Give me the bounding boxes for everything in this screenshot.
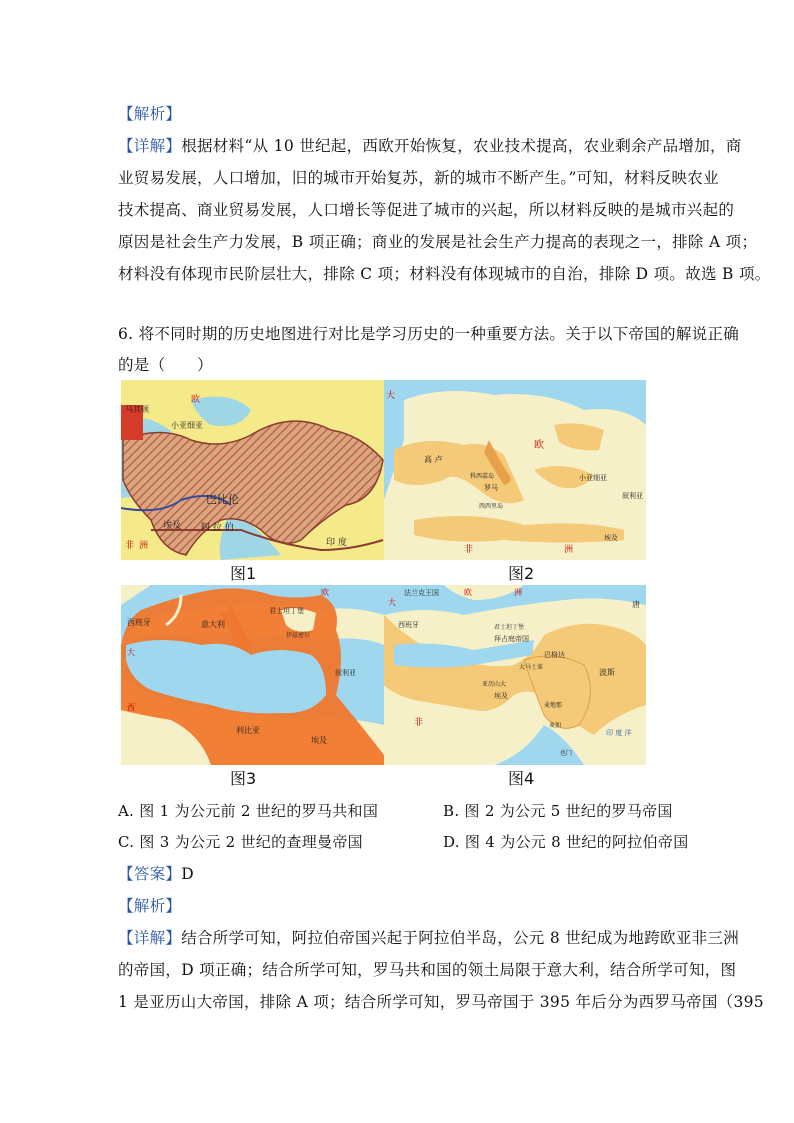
detail-line-2: 业贸易发展，人口增加，旧的城市开始复苏，新的城市不断产生。”可知，材料反映农业 [118,169,719,187]
map2-label-h: 叙利亚 [622,492,643,500]
map4-label-f: 拜占庭帝国 [494,635,529,643]
detail-tag-1: 【详解】 [118,137,182,155]
map4-label-o: 唐 [632,600,640,609]
map4-label-n: 也门 [560,750,573,757]
map3-label-e: 伊兹密尔 [286,632,311,639]
map4-label-m: 非 [414,718,424,728]
map4-label-i: 亚历山大 [482,681,507,688]
detail-line-1 [118,134,742,156]
map1-label-e: 阿 拉 伯 [201,523,234,533]
map3-label-f: 叙利亚 [335,669,356,677]
option-c: C. 图 3 为公元 2 世纪的查理曼帝国 [118,833,363,851]
option-b: B. 图 2 为公元 5 世纪的罗马帝国 [443,802,673,820]
question-line-1: 6. 将不同时期的历史地图进行对比是学习历史的一种重要方法。关于以下帝国的解说正确 [118,325,740,343]
map2-label-f: 西西里岛 [479,503,504,510]
map4-label-h: 大马士革 [519,664,544,671]
detail2-line-3: 1 是亚历山大帝国，排除 A 项；结合所学可知，罗马帝国于 395 年后分为西罗马帝国（395 [118,993,764,1011]
map4-label-p: 波斯 [599,668,615,677]
map4-label-l: 麦加 [549,722,562,729]
map1-label-h: 洲 [139,541,149,551]
map4-label-g: 巴格达 [544,651,565,659]
map1-label-f: 印 度 [326,538,347,548]
map3-label-b: 西班牙 [127,618,151,627]
map3-label-j: 西 [127,703,135,712]
map2-label-e: 罗马 [484,484,498,492]
answer-line [118,862,194,884]
map3-label-d: 君士坦丁堡 [269,607,304,615]
map4-label-j: 埃及 [494,692,508,700]
map1-label-d: 埃及 [163,521,182,531]
map-1-graphic [121,380,384,560]
detail-line-3: 技术提高、商业贸易发展，人口增长等促进了城市的兴起，所以材料反映的是城市兴起的 [118,201,735,219]
option-d: D. 图 4 为公元 8 世纪的阿拉伯帝国 [443,833,689,851]
answer-value: D [181,865,194,883]
map2-label-b: 欧 [534,440,544,451]
detail-tag-2: 【详解】 [118,929,182,947]
map-2-graphic [384,380,646,560]
map1-label-g: 非 [125,541,135,551]
map-3-caption: 图3 [230,769,257,788]
question-line-2: 的是（ ） [118,356,213,374]
map-4-caption: 图4 [508,769,535,788]
map3-label-i: 大 [127,648,135,657]
map-1 [121,380,384,560]
map4-label-d: 西班牙 [398,621,419,629]
map4-label-k: 麦地那 [544,702,563,709]
option-a: A. 图 1 为公元前 2 世纪的罗马共和国 [118,802,379,820]
map4-label-b: 欧 [464,588,472,597]
map2-label-g: 小亚细亚 [579,474,607,482]
detail-line-5: 材料没有体现市民阶层壮大，排除 C 项；材料没有体现城市的自治，排除 D 项。故选 B 项。 [118,265,771,283]
map2-label-d: 科西嘉岛 [470,473,495,480]
map4-label-q: 大 [388,598,396,607]
map2-label-i: 非 [464,545,474,555]
map2-label-a: 大 [386,391,396,401]
map3-label-h: 埃及 [311,736,327,745]
detail2-text: 结合所学可知，阿拉伯帝国兴起于阿拉伯半岛，公元 8 世纪成为地跨欧亚非三洲 [181,929,740,947]
map-4 [384,585,646,765]
map2-label-k: 埃及 [604,534,618,542]
map1-label-i: 欧 [191,395,201,405]
map-4-graphic [384,585,646,765]
analysis-tag-1: 【解析】 [118,105,182,123]
detail-line-4: 原因是社会生产力发展，B 项正确；商业的发展是社会生产力提高的表现之一，排除 A 项； [118,233,758,251]
detail-text: 根据材料“从 10 世纪起，西欧开始恢复，农业技术提高，农业剩余产品增加，商 [181,137,742,155]
map1-label-c: 巴比伦 [206,493,239,506]
map4-label-e: 君士坦丁堡 [494,624,525,631]
map3-label-a: 欧 [321,588,329,597]
map-2 [384,380,646,560]
map2-label-c: 高 卢 [424,455,443,464]
map1-label-a: 马其顿 [125,405,149,414]
detail2-line-1 [118,926,739,948]
map4-label-a: 法兰克王国 [404,589,439,597]
detail2-line-2: 的帝国，D 项正确；结合所学可知，罗马共和国的领土局限于意大利，结合所学可知，图 [118,961,737,979]
map-2-caption: 图2 [508,564,535,583]
analysis-tag-2: 【解析】 [118,897,182,915]
map-3-graphic [121,585,384,765]
map2-label-j: 洲 [564,545,574,555]
answer-tag: 【答案】 [118,865,182,883]
map-3 [121,585,384,765]
map4-label-c: 洲 [514,588,522,597]
map-1-caption: 图1 [230,564,257,583]
map3-label-c: 意大利 [201,620,225,629]
map1-label-b: 小亚细亚 [171,421,203,430]
map3-label-g: 利比亚 [236,726,260,735]
map4-label-r: 印 度 洋 [606,729,632,737]
